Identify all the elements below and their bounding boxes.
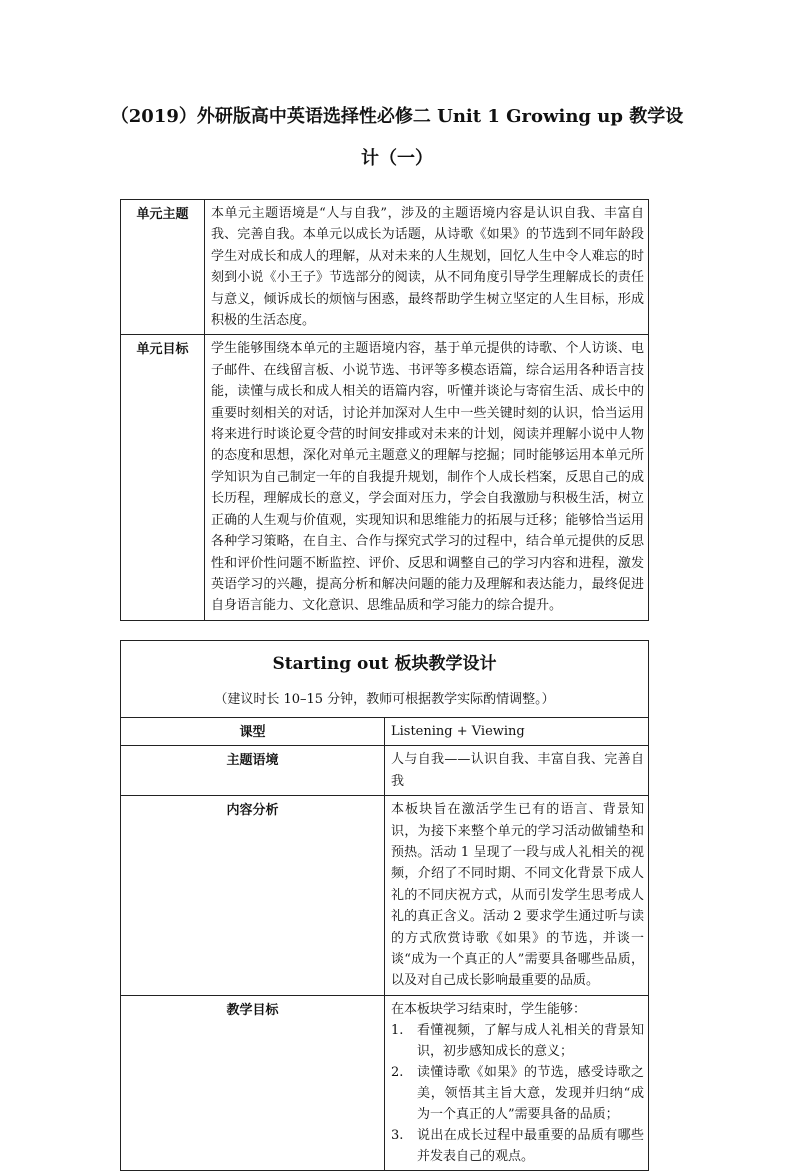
unit-goal-row — [121, 335, 649, 620]
document-title-line-2: 计（一） — [361, 148, 433, 169]
objective-text: 看懂视频，了解与成人礼相关的背景知识，初步感知成长的意义； — [417, 1023, 644, 1060]
starting-out-table — [120, 640, 649, 1171]
theme-context-value: 人与自我——认识自我、丰富自我、完善自我 — [385, 746, 649, 796]
theme-context-row — [121, 746, 649, 796]
objective-item — [391, 1062, 644, 1125]
teaching-objectives-label: 教学目标 — [121, 995, 385, 1170]
starting-out-title: Starting out 板块教学设计 — [272, 654, 497, 674]
teaching-objectives-row — [121, 995, 649, 1170]
objective-number: 2. — [391, 1065, 404, 1081]
objective-text: 说出在成长过程中最重要的品质有哪些并发表自己的观点。 — [417, 1128, 644, 1165]
unit-goal-label: 单元目标 — [121, 335, 205, 620]
objective-text: 读懂诗歌《如果》的节选，感受诗歌之美，领悟其主旨大意，发现并归纳“成为一个真正的人”需要具备的品质； — [417, 1065, 644, 1123]
content-analysis-label: 内容分析 — [121, 796, 385, 996]
starting-out-header — [121, 641, 649, 718]
theme-context-label: 主题语境 — [121, 746, 385, 796]
lesson-type-row — [121, 718, 649, 746]
unit-goal-text: 学生能够围绕本单元的主题语境内容，基于单元提供的诗歌、个人访谈、电子邮件、在线留言板、小说节选、书评等多模态语篇，综合运用各种语言技能，读懂与成长和成人相关的语篇内容，听懂并谈论与寄宿生活、成长中的重要时刻相关的对话，讨论并加深对人生中一些关键时刻的认识，恰当运用将来进行时谈论夏令营的时间安排或对未来的计划，阅读并理解小说中人物的态度和思想，深化对单元主题意义的理解与挖掘；同时能够运用本单元所学知识为自己制定一年的自我提升规划，制作个人成长档案，反思自己的成长历程，理解成长的意义，学会面对压力，学会自我激励与积极生活，树立正确的人生观与价值观，实现知识和思维能力的拓展与迁移；能够恰当运用各种学习策略，在自主、合作与探究式学习的过程中，结合单元提供的反思性和评价性问题不断监控、评价、反思和调整自己的学习内容和进程，激发英语学习的兴趣，提高分析和解决问题的能力及理解和表达能力，最终促进自身语言能力、文化意识、思维品质和学习能力的综合提升。 — [205, 335, 649, 620]
unit-overview-table — [120, 199, 649, 621]
teaching-objectives-cell — [385, 995, 649, 1170]
starting-out-header-row — [121, 641, 649, 718]
objective-item — [391, 1125, 644, 1167]
lesson-type-label: 课型 — [121, 718, 385, 746]
objective-number: 3. — [391, 1128, 404, 1144]
objectives-intro: 在本板块学习结束时，学生能够： — [391, 1001, 587, 1017]
lesson-type-value: Listening + Viewing — [385, 718, 649, 746]
unit-theme-label: 单元主题 — [121, 200, 205, 335]
duration-note: （建议时长 10–15 分钟，教师可根据教学实际酌情调整。） — [214, 692, 555, 707]
objective-item — [391, 1020, 644, 1062]
document-title-line-1: （2019）外研版高中英语选择性必修二 Unit 1 Growing up 教学设 — [110, 106, 684, 127]
unit-theme-text: 本单元主题语境是“人与自我”，涉及的主题语境内容是认识自我、丰富自我、完善自我。本单元以成长为话题，从诗歌《如果》的节选到不同年龄段学生对成长和成人的理解，从对未来的人生规划，回忆人生中令人难忘的时刻到小说《小王子》节选部分的阅读，从不同角度引导学生理解成长的责任与意义，倾诉成长的烦恼与困惑，最终帮助学生树立坚定的人生目标，形成积极的生活态度。 — [205, 200, 649, 335]
content-analysis-text: 本板块旨在激活学生已有的语言、背景知识，为接下来整个单元的学习活动做铺垫和预热。活动 1 呈现了一段与成人礼相关的视频，介绍了不同时期、不同文化背景下成人礼的不同庆祝方式，从而引发学生思考成人礼的真正含义。活动 2 要求学生通过听与读的方式欣赏诗歌《如果》的节选，并谈一谈“成为一个真正的人”需要具备哪些品质，以及对自己成长影响最重要的品质。 — [385, 796, 649, 996]
objective-number: 1. — [391, 1023, 404, 1039]
unit-theme-row — [121, 200, 649, 335]
content-analysis-row — [121, 796, 649, 996]
